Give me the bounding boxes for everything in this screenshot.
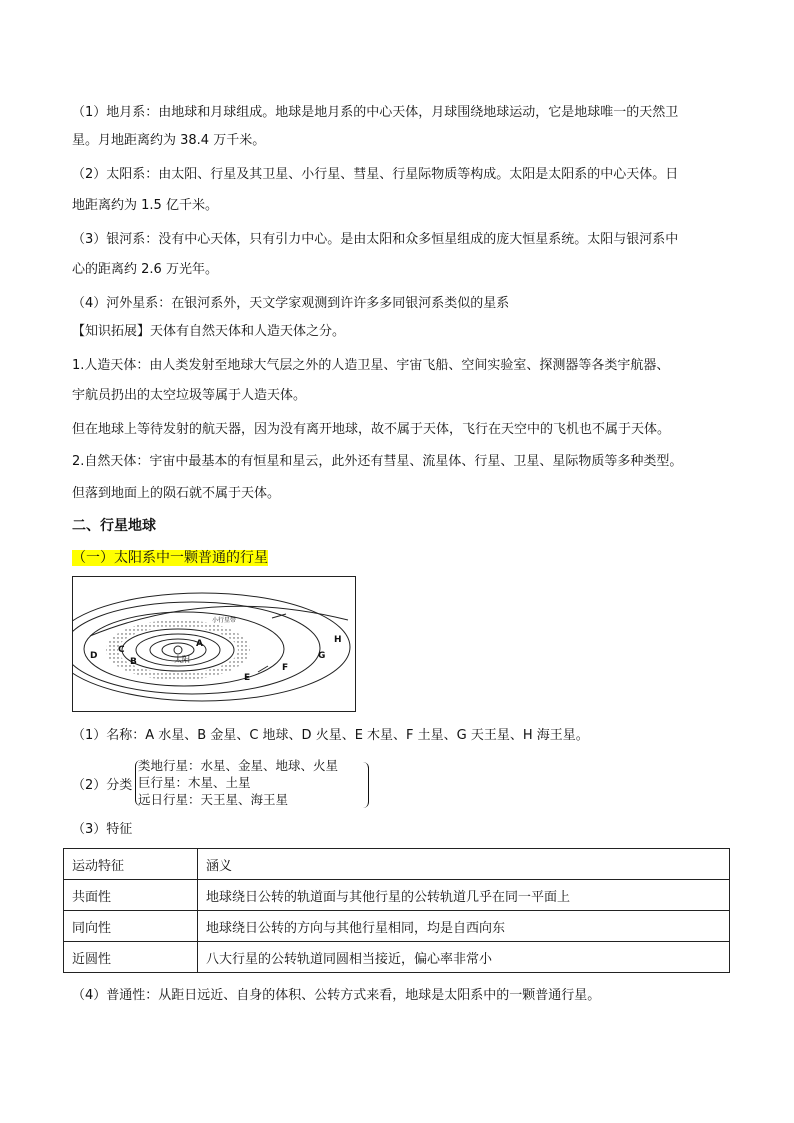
table-cell: 地球绕日公转的方向与其他行星相同，均是自西向东 bbox=[198, 911, 730, 942]
table-row bbox=[64, 911, 730, 942]
paragraph-solar-system-line1: （2）太阳系：由太阳、行星及其卫星、小行星、彗星、行星际物质等构成。太阳是太阳系的中心天体。日 bbox=[72, 167, 679, 182]
label-c: C bbox=[118, 645, 125, 655]
features-table bbox=[63, 848, 730, 973]
classification-giant: 巨行星：木星、土星 bbox=[138, 775, 251, 790]
paragraph-natural-bodies-line2: 但落到地面上的陨石就不属于天体。 bbox=[72, 486, 281, 501]
label-a: A bbox=[196, 639, 203, 649]
table-header-cell: 运动特征 bbox=[64, 849, 198, 880]
label-asteroid-belt: 小行星带 bbox=[212, 617, 237, 624]
paragraph-solar-system-line2: 地距离约为 1.5 亿千米。 bbox=[72, 198, 218, 213]
highlighted-subheading: （一）太阳系中一颗普通的行星 bbox=[72, 550, 268, 566]
table-cell: 八大行星的公转轨道同圆相当接近，偏心率非常小 bbox=[198, 942, 730, 973]
right-brace bbox=[362, 762, 369, 808]
label-sun: 太阳 bbox=[174, 655, 190, 664]
paragraph-knowledge-extension: 【知识拓展】天体有自然天体和人造天体之分。 bbox=[72, 324, 346, 339]
table-row bbox=[64, 942, 730, 973]
section-heading: 二、行星地球 bbox=[72, 518, 156, 534]
label-f: F bbox=[282, 663, 289, 673]
paragraph-earth-moon-system-line1: （1）地月系：由地球和月球组成。地球是地月系的中心天体，月球围绕地球运动，它是地球唯一的天然卫 bbox=[72, 105, 679, 120]
paragraph-extragalactic: （4）河外星系：在银河系外，天文学家观测到许许多多同银河系类似的星系 bbox=[72, 296, 510, 311]
planet-classification bbox=[72, 756, 392, 812]
table-cell: 近圆性 bbox=[64, 942, 198, 973]
table-cell: 地球绕日公转的轨道面与其他行星的公转轨道几乎在同一平面上 bbox=[198, 880, 730, 911]
paragraph-artificial-bodies-line1: 1.人造天体：由人类发射至地球大气层之外的人造卫星、宇宙飞船、空间实验室、探测器等各类宇航器、 bbox=[72, 358, 670, 373]
paragraph-natural-bodies-line1: 2.自然天体：宇宙中最基本的有恒星和星云，此外还有彗星、流星体、行星、卫星、星际物质等多种类型。 bbox=[72, 454, 683, 469]
table-cell: 同向性 bbox=[64, 911, 198, 942]
paragraph-milky-way-line2: 心的距离约 2.6 万光年。 bbox=[72, 262, 218, 277]
solar-system-svg bbox=[72, 576, 356, 712]
paragraph-milky-way-line1: （3）银河系：没有中心天体，只有引力中心。是由太阳和众多恒星组成的庞大恒星系统。太阳与银河系中 bbox=[72, 232, 679, 247]
classification-label: （2）分类 bbox=[72, 778, 133, 793]
label-b: B bbox=[130, 657, 137, 667]
label-g: G bbox=[318, 651, 326, 661]
table-header-cell: 涵义 bbox=[198, 849, 730, 880]
table-cell: 共面性 bbox=[64, 880, 198, 911]
planet-names: （1）名称：A 水星、B 金星、C 地球、D 火星、E 木星、F 土星、G 天王星、H 海王星。 bbox=[72, 728, 589, 743]
table-row bbox=[64, 880, 730, 911]
paragraph-artificial-bodies-line2: 宇航员扔出的太空垃圾等属于人造天体。 bbox=[72, 388, 307, 403]
paragraph-ordinary: （4）普通性：从距日远近、自身的体积、公转方式来看，地球是太阳系中的一颗普通行星。 bbox=[72, 988, 601, 1003]
classification-ice-giant: 远日行星：天王星、海王星 bbox=[138, 792, 289, 807]
solar-system-diagram bbox=[72, 576, 356, 712]
paragraph-earth-moon-system-line2: 星。月地距离约为 38.4 万千米。 bbox=[72, 133, 266, 148]
features-title: （3）特征 bbox=[72, 822, 133, 837]
table-header-row bbox=[64, 849, 730, 880]
classification-terrestrial: 类地行星：水星、金星、地球、火星 bbox=[138, 758, 339, 773]
label-h: H bbox=[334, 635, 342, 645]
label-e: E bbox=[244, 673, 251, 683]
label-d: D bbox=[90, 651, 98, 661]
sun-icon bbox=[174, 646, 182, 654]
paragraph-spacecraft-note: 但在地球上等待发射的航天器，因为没有离开地球，故不属于天体，飞行在天空中的飞机也不属于天体。 bbox=[72, 422, 671, 437]
